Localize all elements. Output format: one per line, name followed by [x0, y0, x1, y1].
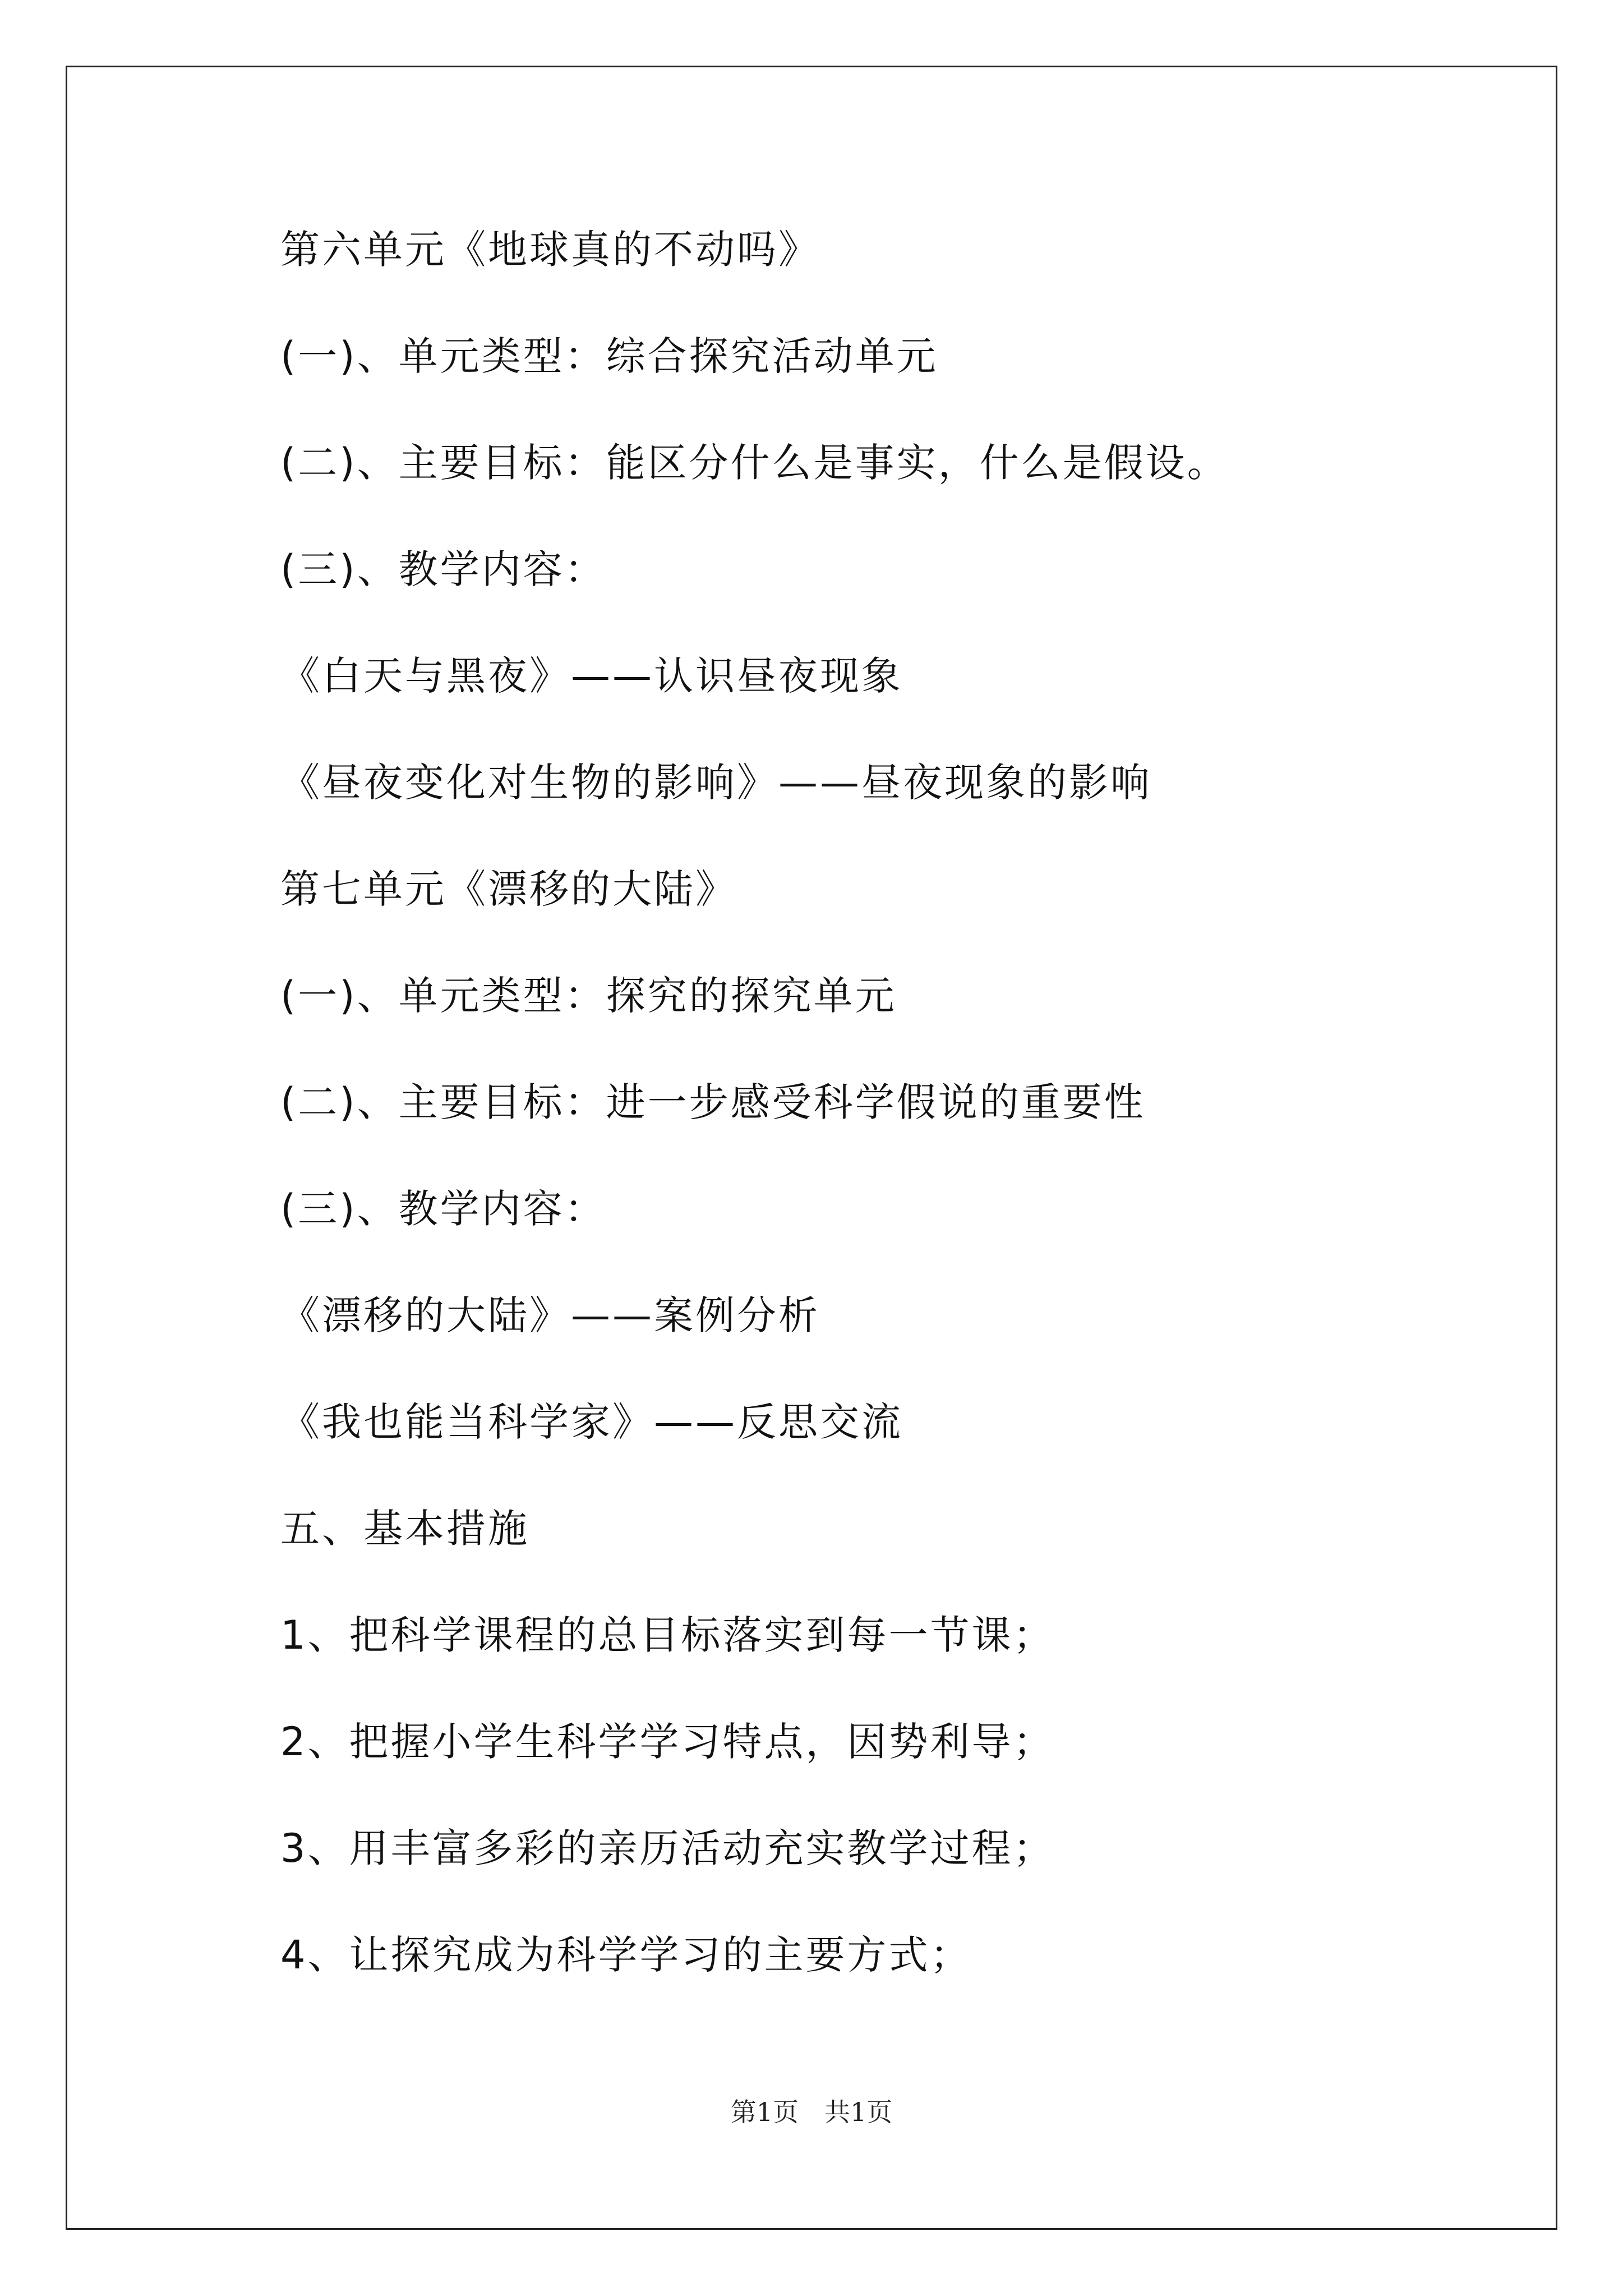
document-body	[280, 222, 1486, 2033]
measure-item-1: 1、把科学课程的总目标落实到每一节课；	[280, 1612, 1055, 1658]
section-five-heading: 五、基本措施	[280, 1506, 529, 1552]
measure-item-3: 3、用丰富多彩的亲历活动充实教学过程；	[280, 1825, 1055, 1871]
measure-item-2: 2、把握小学生科学学习特点，因势利导；	[280, 1719, 1055, 1765]
unit-six-lesson-1: 《白天与黑夜》——认识昼夜现象	[280, 653, 903, 699]
unit-seven-heading: 第七单元《漂移的大陆》	[280, 866, 737, 912]
unit-six-type: (一)、单元类型：综合探究活动单元	[280, 333, 938, 379]
unit-six-goal: (二)、主要目标：能区分什么是事实，什么是假设。	[280, 440, 1229, 486]
unit-seven-type: (一)、单元类型：探究的探究单元	[280, 973, 897, 1019]
unit-seven-lesson-1: 《漂移的大陆》——案例分析	[280, 1292, 820, 1338]
page-footer: 第1页 共1页	[730, 2097, 893, 2127]
unit-six-content-label: (三)、教学内容：	[280, 546, 606, 592]
measure-item-4: 4、让探究成为科学学习的主要方式；	[280, 1932, 972, 1978]
unit-seven-lesson-2: 《我也能当科学家》——反思交流	[280, 1399, 903, 1445]
unit-seven-goal: (二)、主要目标：进一步感受科学假说的重要性	[280, 1079, 1146, 1125]
unit-seven-content-label: (三)、教学内容：	[280, 1186, 606, 1232]
unit-six-lesson-2: 《昼夜变化对生物的影响》——昼夜现象的影响	[280, 760, 1152, 806]
unit-six-heading: 第六单元《地球真的不动吗》	[280, 227, 820, 273]
